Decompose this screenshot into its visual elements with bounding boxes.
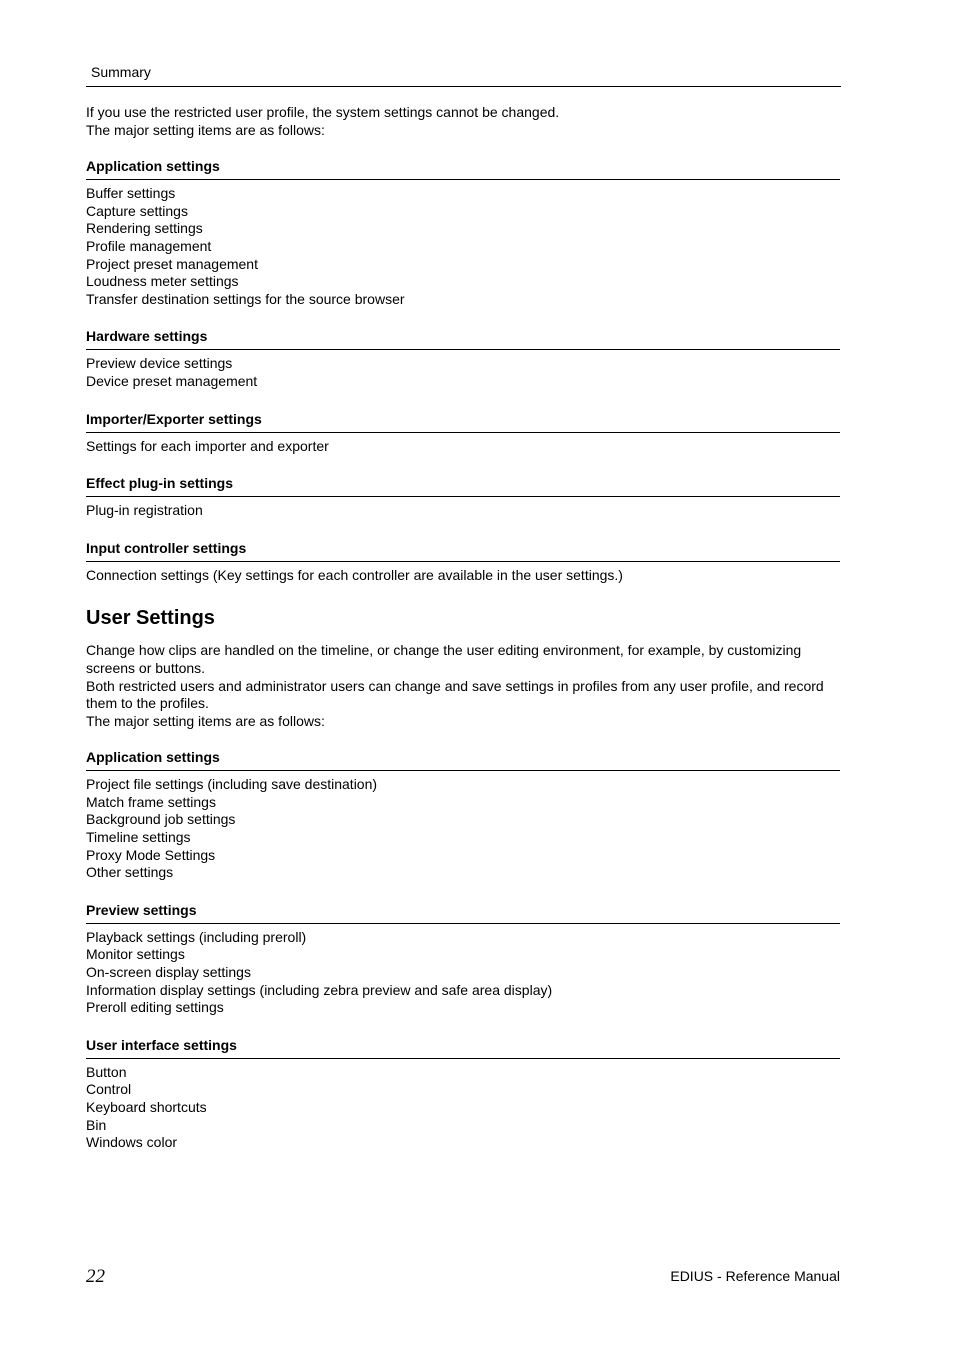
item-list (86, 497, 840, 520)
section-system-effect-plugin (86, 475, 840, 520)
item-list (86, 433, 840, 456)
intro-line: If you use the restricted user profile, the system settings cannot be changed. (86, 104, 560, 120)
section-title: Application settings (86, 158, 840, 180)
section-title: Importer/Exporter settings (86, 411, 840, 433)
list-item: Transfer destination settings for the source browser (86, 290, 405, 307)
section-system-hardware (86, 328, 840, 390)
list-item: Background job settings (86, 811, 236, 828)
section-title: User interface settings (86, 1037, 840, 1059)
list-item: Windows color (86, 1134, 178, 1151)
section-title: Hardware settings (86, 328, 840, 350)
list-item: Device preset management (86, 372, 258, 389)
page-header (86, 64, 841, 87)
list-item: Buffer settings (86, 185, 176, 202)
section-user-preview (86, 902, 840, 1017)
item-list (86, 771, 840, 882)
list-item: Project file settings (including save destination) (86, 776, 378, 793)
list-item: Other settings (86, 864, 174, 881)
paragraph: Change how clips are handled on the timeline, or change the user editing environment, for example, by customizing screens or buttons. (86, 642, 802, 676)
intro-line: The major setting items are as follows: (86, 121, 325, 138)
paragraph: Both restricted users and administrator users can change and save settings in profiles from any user profile, and record them to the profiles. (86, 677, 824, 712)
list-item: Settings for each importer and exporter (86, 437, 329, 454)
paragraph: The major setting items are as follows: (86, 712, 325, 729)
section-user-interface (86, 1037, 840, 1152)
page-number: 22 (86, 1266, 105, 1287)
list-item: Timeline settings (86, 829, 191, 846)
section-title: Preview settings (86, 902, 840, 924)
section-title: Application settings (86, 749, 840, 771)
list-item: Proxy Mode Settings (86, 846, 216, 863)
section-system-input-controller (86, 540, 840, 585)
section-title: Effect plug-in settings (86, 475, 840, 497)
section-title: Input controller settings (86, 540, 840, 562)
section-system-importer-exporter (86, 411, 840, 456)
list-item: Rendering settings (86, 220, 203, 237)
page-content (86, 104, 840, 1152)
user-settings-paragraphs (86, 642, 840, 730)
list-item: Keyboard shortcuts (86, 1099, 207, 1115)
list-item: Control (86, 1081, 132, 1098)
user-settings-heading: User Settings (86, 607, 215, 630)
list-item: Match frame settings (86, 793, 216, 810)
list-item: Project preset management (86, 255, 258, 272)
list-item: Bin (86, 1116, 107, 1133)
list-item: Information display settings (including zebra preview and safe area display) (86, 981, 553, 998)
list-item: Preroll editing settings (86, 999, 224, 1016)
list-item: Loudness meter settings (86, 273, 239, 290)
list-item: Playback settings (including preroll) (86, 928, 307, 945)
list-item: Capture settings (86, 202, 188, 219)
section-system-application (86, 158, 840, 308)
intro-paragraph (86, 104, 840, 139)
list-item: Profile management (86, 237, 212, 254)
section-user-application (86, 749, 840, 882)
footer-manual-title: EDIUS - Reference Manual (670, 1268, 840, 1284)
item-list (86, 1059, 840, 1152)
list-item: Connection settings (Key settings for each controller are available in the user settings.) (86, 566, 623, 583)
list-item: Plug-in registration (86, 502, 203, 519)
item-list (86, 924, 840, 1017)
list-item: On-screen display settings (86, 964, 251, 981)
list-item: Preview device settings (86, 355, 233, 372)
item-list (86, 562, 840, 585)
list-item: Monitor settings (86, 946, 185, 963)
header-text: Summary (91, 64, 151, 80)
item-list (86, 180, 840, 308)
item-list (86, 350, 840, 390)
list-item: Button (86, 1063, 127, 1080)
